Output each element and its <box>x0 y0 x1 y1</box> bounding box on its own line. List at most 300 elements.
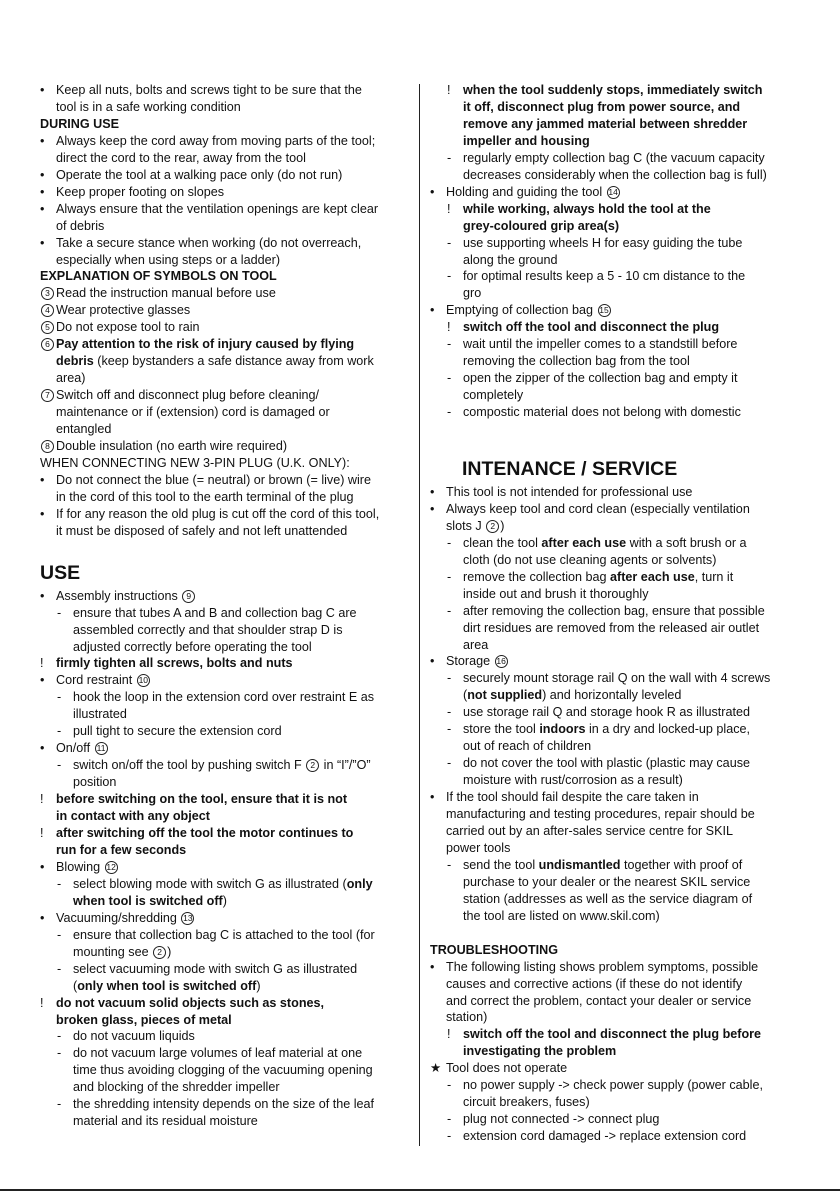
bold-text: after each use <box>541 535 627 550</box>
text: Always ensure that the ventilation openings are kept clear <box>56 201 379 216</box>
text: ) and horizontally leveled <box>542 688 682 703</box>
text-line <box>40 672 410 689</box>
text: station (addresses as well as the service diagram of <box>463 891 753 906</box>
text: On/off <box>56 741 94 756</box>
text: open the zipper of the collection bag and empty it <box>463 371 738 386</box>
text-line <box>40 1096 410 1113</box>
bullet-marker: ! <box>40 995 44 1010</box>
figure-reference-marker <box>40 336 54 353</box>
text-line <box>430 150 802 167</box>
text-line <box>40 404 410 421</box>
text-line <box>40 927 410 944</box>
text-line <box>40 184 410 201</box>
text-line <box>430 167 802 184</box>
text-line <box>430 823 802 840</box>
text: select vacuuming mode with switch G as illustrated <box>73 961 358 976</box>
figure-number: 11 <box>95 742 108 755</box>
text-line <box>430 670 802 687</box>
text: decreases considerably when the collection bag is full) <box>463 167 767 182</box>
bullet-marker: • <box>40 133 45 148</box>
bullet-marker: - <box>447 1129 452 1144</box>
bold-text: only when tool is switched off <box>77 978 257 993</box>
bullet-marker: ! <box>40 792 44 807</box>
text-line <box>40 1113 410 1130</box>
text: material and its residual moisture <box>73 1114 258 1129</box>
section-title <box>40 561 410 585</box>
text-line <box>430 353 802 370</box>
bold-text: run for a few seconds <box>56 842 187 857</box>
figure-number: 5 <box>41 321 54 334</box>
text-line <box>40 910 410 927</box>
text: position <box>73 775 117 790</box>
text: illustrated <box>73 707 127 722</box>
bold-text: remove any jammed material between shredder <box>463 116 748 131</box>
text-line <box>430 976 802 993</box>
text-line <box>430 218 802 235</box>
text: for optimal results keep a 5 - 10 cm distance to the <box>463 269 746 284</box>
text-line <box>40 489 410 506</box>
bullet-marker: • <box>40 472 45 487</box>
text-line <box>430 387 802 404</box>
text: wait until the impeller comes to a standstill before <box>463 337 738 352</box>
text-line <box>430 772 802 789</box>
bold-text: indoors <box>539 722 586 737</box>
bullet-marker: - <box>447 857 452 872</box>
text-line <box>40 605 410 622</box>
text: cloth (do not use cleaning agents or solvents) <box>463 552 717 567</box>
text-line <box>430 518 802 535</box>
text: Blowing <box>56 859 104 874</box>
bold-text: debris <box>56 354 94 369</box>
column-divider <box>419 84 420 1146</box>
text-line <box>430 552 802 569</box>
bold-text: when the tool suddenly stops, immediately switch <box>463 83 763 97</box>
bullet-marker: ! <box>447 1027 451 1042</box>
text-line <box>430 201 802 218</box>
text-line <box>40 757 410 774</box>
text: ( <box>73 978 78 993</box>
bullet-marker: - <box>447 269 452 284</box>
bullet-marker: • <box>430 501 435 516</box>
text: entangled <box>56 422 112 437</box>
spacer <box>40 540 410 557</box>
text: Keep proper footing on slopes <box>56 184 225 199</box>
text: (keep bystanders a safe distance away from work <box>93 354 374 369</box>
bold-text: undismantled <box>538 857 621 872</box>
text-line <box>40 387 410 404</box>
text: Keep all nuts, bolts and screws tight to be sure that the <box>56 83 362 97</box>
text-line <box>430 1094 802 1111</box>
text-line <box>430 99 802 116</box>
text: WHEN CONNECTING NEW 3-PIN PLUG (U.K. ONLY): <box>40 455 350 470</box>
text: in “I”/”O” <box>320 758 371 773</box>
text: plug not connected -> connect plug <box>463 1112 660 1127</box>
text-line <box>40 740 410 757</box>
bullet-marker: - <box>57 1029 62 1044</box>
text: pull tight to secure the extension cord <box>73 724 282 739</box>
bullet-marker: - <box>57 724 62 739</box>
text-line <box>40 82 410 99</box>
text-line <box>430 874 802 891</box>
text: INTENANCE / SERVICE <box>462 457 678 480</box>
bullet-marker: • <box>430 303 435 318</box>
text: along the ground <box>463 252 558 267</box>
text: Double insulation (no earth wire required) <box>56 439 288 454</box>
bullet-marker: - <box>447 371 452 386</box>
bold-text: switch off the tool and disconnect the plug before <box>463 1027 762 1042</box>
text-line <box>430 586 802 603</box>
bullet-marker: - <box>447 603 452 618</box>
bullet-marker: - <box>447 569 452 584</box>
bullet-marker: ! <box>447 201 451 216</box>
bullet-marker: • <box>40 673 45 688</box>
figure-number: 6 <box>41 338 54 351</box>
text-line <box>40 150 410 167</box>
text-line <box>430 653 802 670</box>
text-line <box>40 791 410 808</box>
text-line <box>430 370 802 387</box>
text-line <box>430 319 802 336</box>
text: assembled correctly and that shoulder strap D is <box>73 622 343 637</box>
text: maintenance or if (extension) cord is damaged or <box>56 405 330 420</box>
spacer <box>430 421 802 438</box>
text: area <box>463 637 489 652</box>
bold-text: Pay attention to the risk of injury caused by flying <box>56 337 355 352</box>
bold-text: not supplied <box>467 688 543 703</box>
text: This tool is not intended for professional use <box>446 484 693 499</box>
text: Holding and guiding the tool <box>446 184 606 199</box>
text: with a soft brush or a <box>626 535 747 550</box>
text: Switch off and disconnect plug before cleaning/ <box>56 388 320 403</box>
text: compostic material does not belong with domestic <box>463 405 741 420</box>
bold-text: only <box>346 876 373 891</box>
section-heading <box>40 116 410 133</box>
text: switch on/off the tool by pushing switch F <box>73 758 306 773</box>
figure-number: 12 <box>106 861 116 872</box>
text-line <box>430 1111 802 1128</box>
text: Always keep tool and cord clean (especially ventilation <box>446 501 750 516</box>
text-line <box>430 603 802 620</box>
bullet-marker: - <box>447 756 452 771</box>
text-line <box>40 1079 410 1096</box>
text: together with proof of <box>620 857 743 872</box>
bullet-marker: • <box>40 588 45 603</box>
figure-number: 16 <box>496 656 506 667</box>
text: ) <box>256 978 261 993</box>
bullet-marker: • <box>430 790 435 805</box>
bullet-marker: - <box>57 605 62 620</box>
text-line <box>430 1043 802 1060</box>
text-line <box>40 961 410 978</box>
text-line <box>40 472 410 489</box>
text-line <box>40 523 410 540</box>
text-line <box>40 285 410 302</box>
figure-number: 3 <box>41 287 54 300</box>
bullet-marker: ! <box>447 320 451 335</box>
text-line <box>430 891 802 908</box>
figure-reference-marker <box>40 302 54 319</box>
text-line <box>40 370 410 387</box>
text-line <box>430 620 802 637</box>
text-line <box>430 302 802 319</box>
text-line <box>40 1045 410 1062</box>
bold-text: investigating the problem <box>463 1044 617 1059</box>
text: store the tool <box>463 722 540 737</box>
text: hook the loop in the extension cord over restraint E as <box>73 690 375 705</box>
text: Always keep the cord away from moving parts of the tool; <box>56 133 376 148</box>
text-line <box>430 116 802 133</box>
text: extension cord damaged -> replace extension cord <box>463 1129 747 1144</box>
text: clean the tool <box>463 535 542 550</box>
bullet-marker: • <box>40 83 45 97</box>
bullet-marker: - <box>447 235 452 250</box>
text-line <box>40 1062 410 1079</box>
bullet-marker: • <box>40 201 45 216</box>
text-line <box>430 235 802 252</box>
text-line <box>430 704 802 721</box>
text: the shredding intensity depends on the size of the leaf <box>73 1097 375 1112</box>
text: no power supply -> check power supply (power cable, <box>463 1078 763 1093</box>
text: Vacuuming/shredding <box>56 910 181 925</box>
figure-number: 10 <box>138 675 149 686</box>
text-line <box>40 353 410 370</box>
text-line <box>430 908 802 925</box>
bold-text: while working, always hold the tool at the <box>463 201 711 216</box>
bullet-marker: - <box>447 1078 452 1093</box>
text-line <box>40 978 410 995</box>
text: time thus avoiding clogging of the vacuuming opening <box>73 1063 373 1078</box>
text: gro <box>463 286 482 301</box>
text-line <box>430 336 802 353</box>
text-line <box>40 133 410 150</box>
section-heading <box>40 268 410 285</box>
text: tool is in a safe working condition <box>56 99 241 114</box>
text-line <box>430 789 802 806</box>
bullet-marker: • <box>40 235 45 250</box>
text: causes and corrective actions (if these do not identify <box>446 976 743 991</box>
section-heading <box>430 942 802 959</box>
text-line <box>430 184 802 201</box>
text-line <box>40 421 410 438</box>
text: Operate the tool at a walking pace only (do not run) <box>56 167 343 182</box>
text-line <box>40 336 410 353</box>
text: Emptying of collection bag <box>446 303 597 318</box>
text: the tool are listed on www.skil.com) <box>463 908 660 923</box>
text: carried out by an after-sales service centre for SKIL <box>446 824 733 838</box>
text: ensure that collection bag C is attached to the tool (for <box>73 927 375 942</box>
bold-text: impeller and housing <box>463 133 590 148</box>
text-line <box>430 501 802 518</box>
bullet-marker: - <box>447 705 452 720</box>
bullet-marker: - <box>447 671 452 686</box>
figure-reference-marker <box>40 319 54 336</box>
text-line <box>430 133 802 150</box>
text-line <box>40 252 410 269</box>
text-line <box>430 285 802 302</box>
text: Take a secure stance when working (do not overreach, <box>56 235 362 250</box>
text-line <box>40 302 410 319</box>
text: area) <box>56 371 86 386</box>
bullet-marker: - <box>447 405 452 420</box>
text-line <box>40 808 410 825</box>
bullet-marker: ! <box>40 656 44 671</box>
text: mounting see <box>73 944 153 959</box>
bullet-marker: • <box>40 506 45 521</box>
text: ) <box>500 518 505 533</box>
text: Assembly instructions <box>56 588 182 603</box>
text: Tool does not operate <box>446 1061 568 1076</box>
text: Wear protective glasses <box>56 303 191 318</box>
text-line <box>40 655 410 672</box>
bullet-marker: • <box>430 654 435 669</box>
text-line <box>40 455 410 472</box>
text-line <box>430 1077 802 1094</box>
text: of debris <box>56 218 105 233</box>
text-line <box>430 959 802 976</box>
text: Do not expose tool to rain <box>56 320 200 335</box>
text-line <box>40 944 410 961</box>
text-line <box>40 506 410 523</box>
bold-text: switch off the tool and disconnect the plug <box>463 320 720 335</box>
figure-reference-marker <box>40 387 54 404</box>
text: removing the collection bag from the tool <box>463 354 690 369</box>
figure-number: 13 <box>183 912 193 923</box>
text: purchase to your dealer or the nearest SKIL service <box>463 874 751 889</box>
text-line <box>40 167 410 184</box>
text: regularly empty collection bag C (the vacuum capacity <box>463 150 765 165</box>
text: direct the cord to the rear, away from the tool <box>56 150 306 165</box>
text-line <box>430 738 802 755</box>
text-line <box>430 755 802 772</box>
bullet-marker: ★ <box>430 1061 442 1076</box>
bottom-rule <box>0 1189 840 1191</box>
text-line <box>40 723 410 740</box>
text: Read the instruction manual before use <box>56 286 276 301</box>
text-line <box>40 639 410 656</box>
text-line <box>430 569 802 586</box>
text-line <box>430 268 802 285</box>
bold-text: in contact with any object <box>56 809 210 824</box>
bullet-marker: - <box>447 1112 452 1127</box>
text: securely mount storage rail Q on the wall with 4 screws <box>463 671 771 686</box>
text-line <box>40 438 410 455</box>
figure-number: 7 <box>41 389 54 402</box>
figure-number: 14 <box>608 186 618 197</box>
text-line <box>430 806 802 823</box>
text: Cord restraint <box>56 673 136 688</box>
spacer <box>430 438 802 455</box>
bold-text: broken glass, pieces of metal <box>56 1012 232 1027</box>
text: ensure that tubes A and B and collection bag C are <box>73 605 357 620</box>
text-line <box>40 235 410 252</box>
figure-number: 8 <box>41 440 54 453</box>
text-line <box>40 99 410 116</box>
text-line <box>430 82 802 99</box>
text: and correct the problem, contact your dealer or service <box>446 993 752 1008</box>
bold-text: it off, disconnect plug from power source, and <box>463 99 741 114</box>
text-line <box>430 404 802 421</box>
bold-text: EXPLANATION OF SYMBOLS ON TOOL <box>40 269 277 284</box>
text: , turn it <box>694 569 734 584</box>
text: slots J <box>446 518 486 533</box>
text-line <box>430 535 802 552</box>
text: do not vacuum liquids <box>73 1029 195 1044</box>
text-line <box>430 721 802 738</box>
text: moisture with rust/corrosion as a result) <box>463 773 683 788</box>
bullet-marker: - <box>447 722 452 737</box>
text-line <box>430 637 802 654</box>
text-line <box>40 774 410 791</box>
text-line <box>430 1128 802 1145</box>
text-line <box>430 993 802 1010</box>
text-line <box>430 252 802 269</box>
bullet-marker: • <box>430 184 435 199</box>
text: If for any reason the old plug is cut off the cord of this tool, <box>56 506 380 521</box>
text: remove the collection bag <box>463 569 611 584</box>
text: The following listing shows problem symptoms, possible <box>446 959 759 974</box>
text-line <box>40 588 410 605</box>
text-line <box>40 622 410 639</box>
text: especially when using steps or a ladder) <box>56 252 281 267</box>
text-line <box>430 840 802 857</box>
bullet-marker: • <box>430 959 435 974</box>
text-line <box>430 484 802 501</box>
text: station) <box>446 1010 488 1025</box>
figure-reference-marker <box>40 438 54 455</box>
text: it must be disposed of safely and not left unattended <box>56 523 348 538</box>
bold-text: firmly tighten all screws, bolts and nuts <box>56 656 293 671</box>
bullet-marker: - <box>57 876 62 891</box>
bold-text: TROUBLESHOOTING <box>430 942 559 957</box>
bullet-marker: • <box>430 484 435 499</box>
bold-text: before switching on the tool, ensure that it is not <box>56 792 348 807</box>
section-title <box>462 457 802 481</box>
text-line <box>40 876 410 893</box>
text: Do not connect the blue (= neutral) or brown (= live) wire <box>56 472 371 487</box>
text: inside out and brush it thoroughly <box>463 586 649 601</box>
text: ( <box>463 688 468 703</box>
bold-text: grey-coloured grip area(s) <box>463 218 620 233</box>
text-line <box>430 1060 802 1077</box>
text-line <box>430 687 802 704</box>
text: dirt residues are removed from the released air outlet <box>463 620 760 635</box>
text-line <box>430 1009 802 1026</box>
figure-number: 4 <box>41 304 54 317</box>
text: ) <box>222 893 227 908</box>
text: adjusted correctly before operating the tool <box>73 639 312 654</box>
text-line <box>40 201 410 218</box>
bullet-marker: ! <box>40 826 44 841</box>
bold-text: after switching off the tool the motor continues to <box>56 826 354 841</box>
left-column <box>40 82 410 1130</box>
text: manufacturing and testing procedures, repair should be <box>446 807 755 822</box>
text: and blocking of the shredder impeller <box>73 1080 280 1095</box>
text: use supporting wheels H for easy guiding the tube <box>463 235 743 250</box>
bold-text: after each use <box>610 569 695 584</box>
figure-number: 2 <box>153 946 166 959</box>
text: do not cover the tool with plastic (plastic may cause <box>463 756 750 771</box>
text: send the tool <box>463 857 539 872</box>
text-line <box>40 995 410 1012</box>
bullet-marker: - <box>57 1097 62 1112</box>
figure-number: 9 <box>182 590 195 603</box>
text: after removing the collection bag, ensure that possible <box>463 603 765 618</box>
text: use storage rail Q and storage hook R as illustrated <box>463 705 751 720</box>
text-line <box>40 218 410 235</box>
text: circuit breakers, fuses) <box>463 1095 590 1110</box>
bold-text: do not vacuum solid objects such as stones, <box>56 995 325 1010</box>
bullet-marker: • <box>40 910 45 925</box>
